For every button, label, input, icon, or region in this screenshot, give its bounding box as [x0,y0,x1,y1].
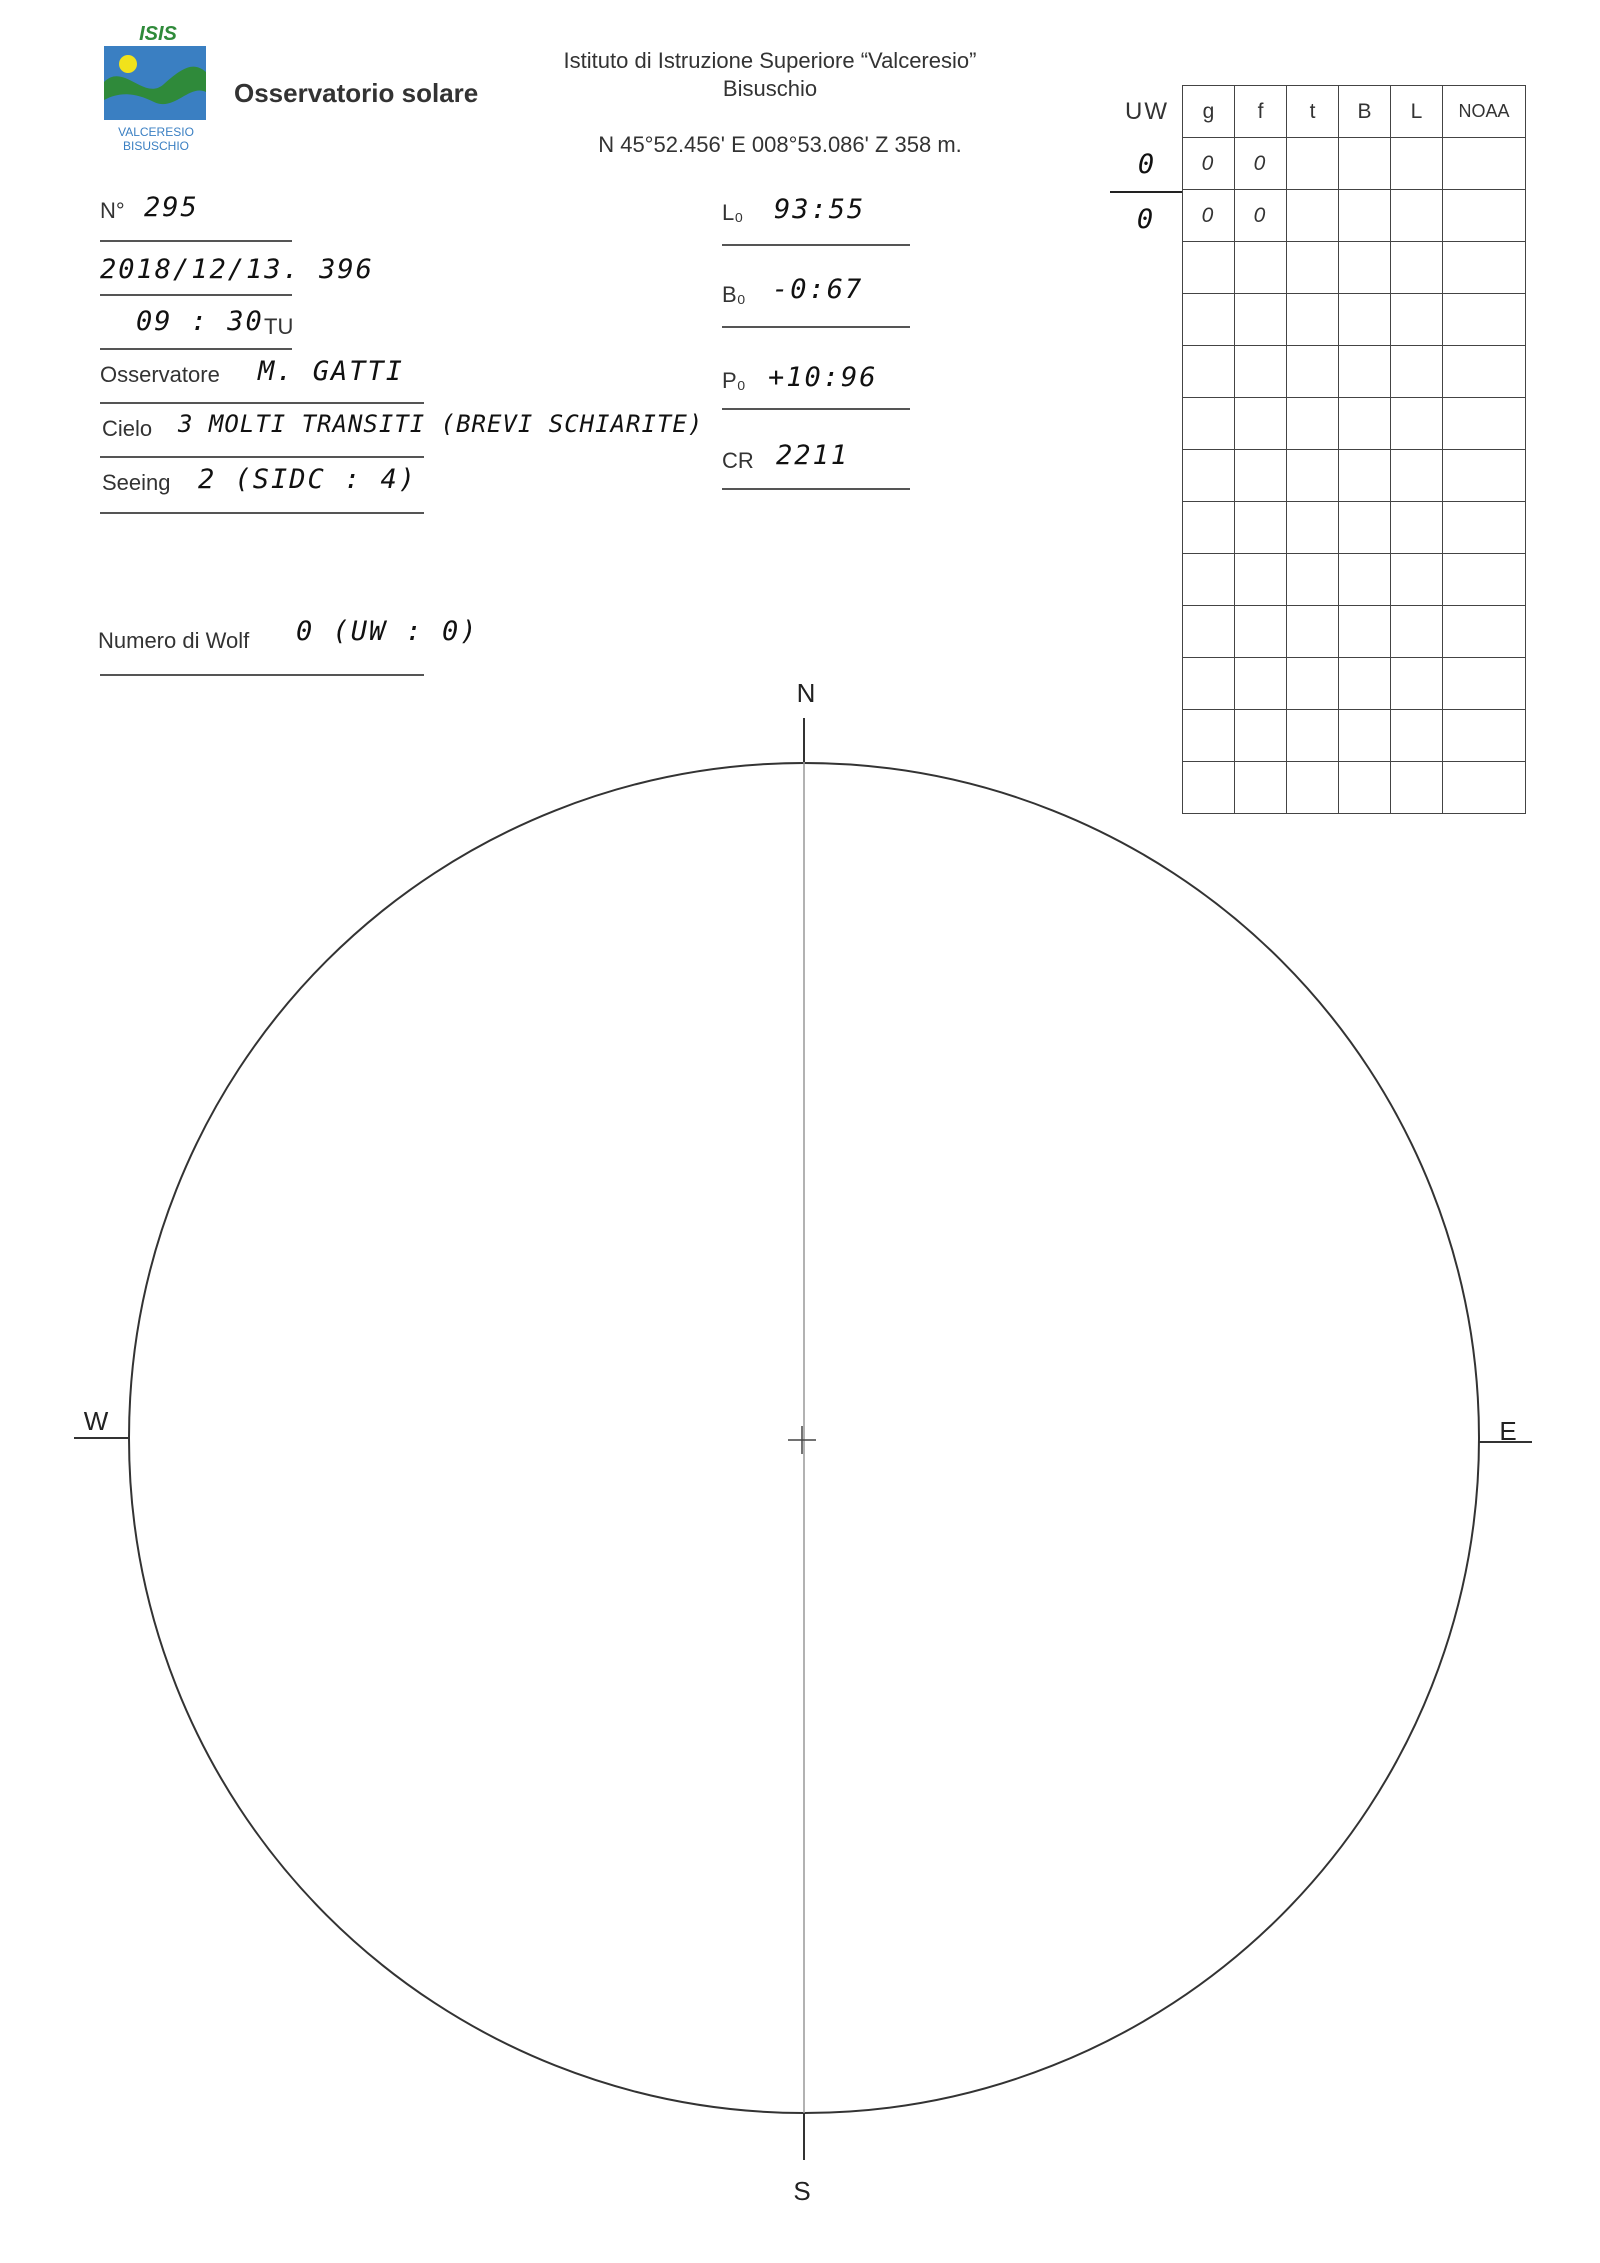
date-value: 2018/12/13. 396 [100,254,374,285]
uw-value-2: 0 [1110,191,1182,246]
l0-value: 93:55 [774,194,866,225]
wolf-label: Numero di Wolf [98,628,250,653]
time-unit: TU [264,314,294,339]
header-noaa: NOAA [1443,86,1526,138]
seeing-label: Seeing [102,470,171,495]
p0-value: +10:96 [768,362,878,393]
sky-label: Cielo [102,416,153,441]
observer-label: Osservatore [100,362,220,387]
observatory-title: Osservatorio solare [234,78,479,108]
header-f: f [1235,86,1287,138]
time-value: 09 : 30 [136,306,264,337]
cell-f: 0 [1235,190,1287,242]
l0-label: L₀ [722,200,744,225]
wolf-value: 0 (UW : 0) [296,616,479,647]
observer-value: M. GATTI [258,356,405,387]
south-label: S [793,2176,811,2206]
header-g: g [1183,86,1235,138]
institute-name: Istituto di Istruzione Superiore “Valceresio” [563,48,977,73]
header-b: B [1339,86,1391,138]
logo-wordmark: ISIS [139,23,177,45]
north-label: N [796,678,816,708]
header-l: L [1391,86,1443,138]
p0-label: P₀ [722,368,746,393]
cell-g: 0 [1183,138,1235,190]
b0-value: -0:67 [772,274,864,305]
uw-header: UW [1125,98,1169,125]
seeing-value: 2 (SIDC : 4) [198,464,418,495]
logo-caption-2: BISUSCHIO [122,139,190,153]
cr-label: CR [722,448,754,473]
cr-value: 2211 [776,440,850,471]
header-t: t [1287,86,1339,138]
number-value: 295 [144,192,199,223]
cell-g: 0 [1183,190,1235,242]
cell-f: 0 [1235,138,1287,190]
logo-caption-1: VALCERESIO [118,125,194,139]
institute-town: Bisuschio [722,76,818,101]
sky-value: 3 MOLTI TRANSITI (BREVI SCHIARITE) [178,410,704,438]
east-label: E [1499,1416,1517,1446]
uw-value-1: 0 [1137,149,1157,180]
number-label: N° [100,198,125,223]
west-label: W [83,1406,109,1436]
b0-label: B₀ [722,282,746,307]
observatory-coordinates: N 45°52.456' E 008°53.086' Z 358 m. [598,132,962,157]
